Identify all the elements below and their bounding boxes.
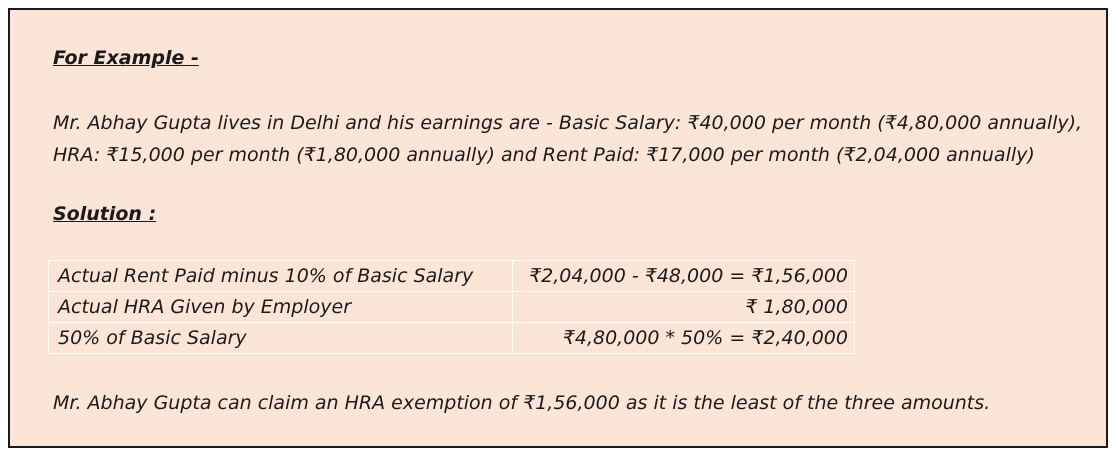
table-row: [49, 323, 855, 354]
solution-heading: Solution :: [53, 203, 157, 225]
example-paragraph: [53, 107, 1082, 171]
conclusion-text: Mr. Abhay Gupta can claim an HRA exemption of ₹1,56,000 as it is the least of the three amounts.: [53, 392, 991, 414]
example-box: [8, 8, 1108, 448]
table-row: [49, 261, 855, 292]
row-label: Actual Rent Paid minus 10% of Basic Salary: [49, 261, 513, 292]
row-label: 50% of Basic Salary: [49, 323, 513, 354]
example-line: Mr. Abhay Gupta lives in Delhi and his earnings are - Basic Salary: ₹40,000 per month (₹4,80,000 annually),: [53, 112, 1083, 134]
row-value: ₹4,80,000 * 50% = ₹2,40,000: [513, 323, 855, 354]
example-line: HRA: ₹15,000 per month (₹1,80,000 annually) and Rent Paid: ₹17,000 per month (₹2,04,000 annually): [53, 144, 1035, 166]
row-label: Actual HRA Given by Employer: [49, 292, 513, 323]
row-value: ₹2,04,000 - ₹48,000 = ₹1,56,000: [513, 261, 855, 292]
table-row: [49, 292, 855, 323]
row-value: ₹ 1,80,000: [513, 292, 855, 323]
calculation-table: [48, 260, 855, 354]
example-heading: For Example -: [53, 47, 199, 69]
